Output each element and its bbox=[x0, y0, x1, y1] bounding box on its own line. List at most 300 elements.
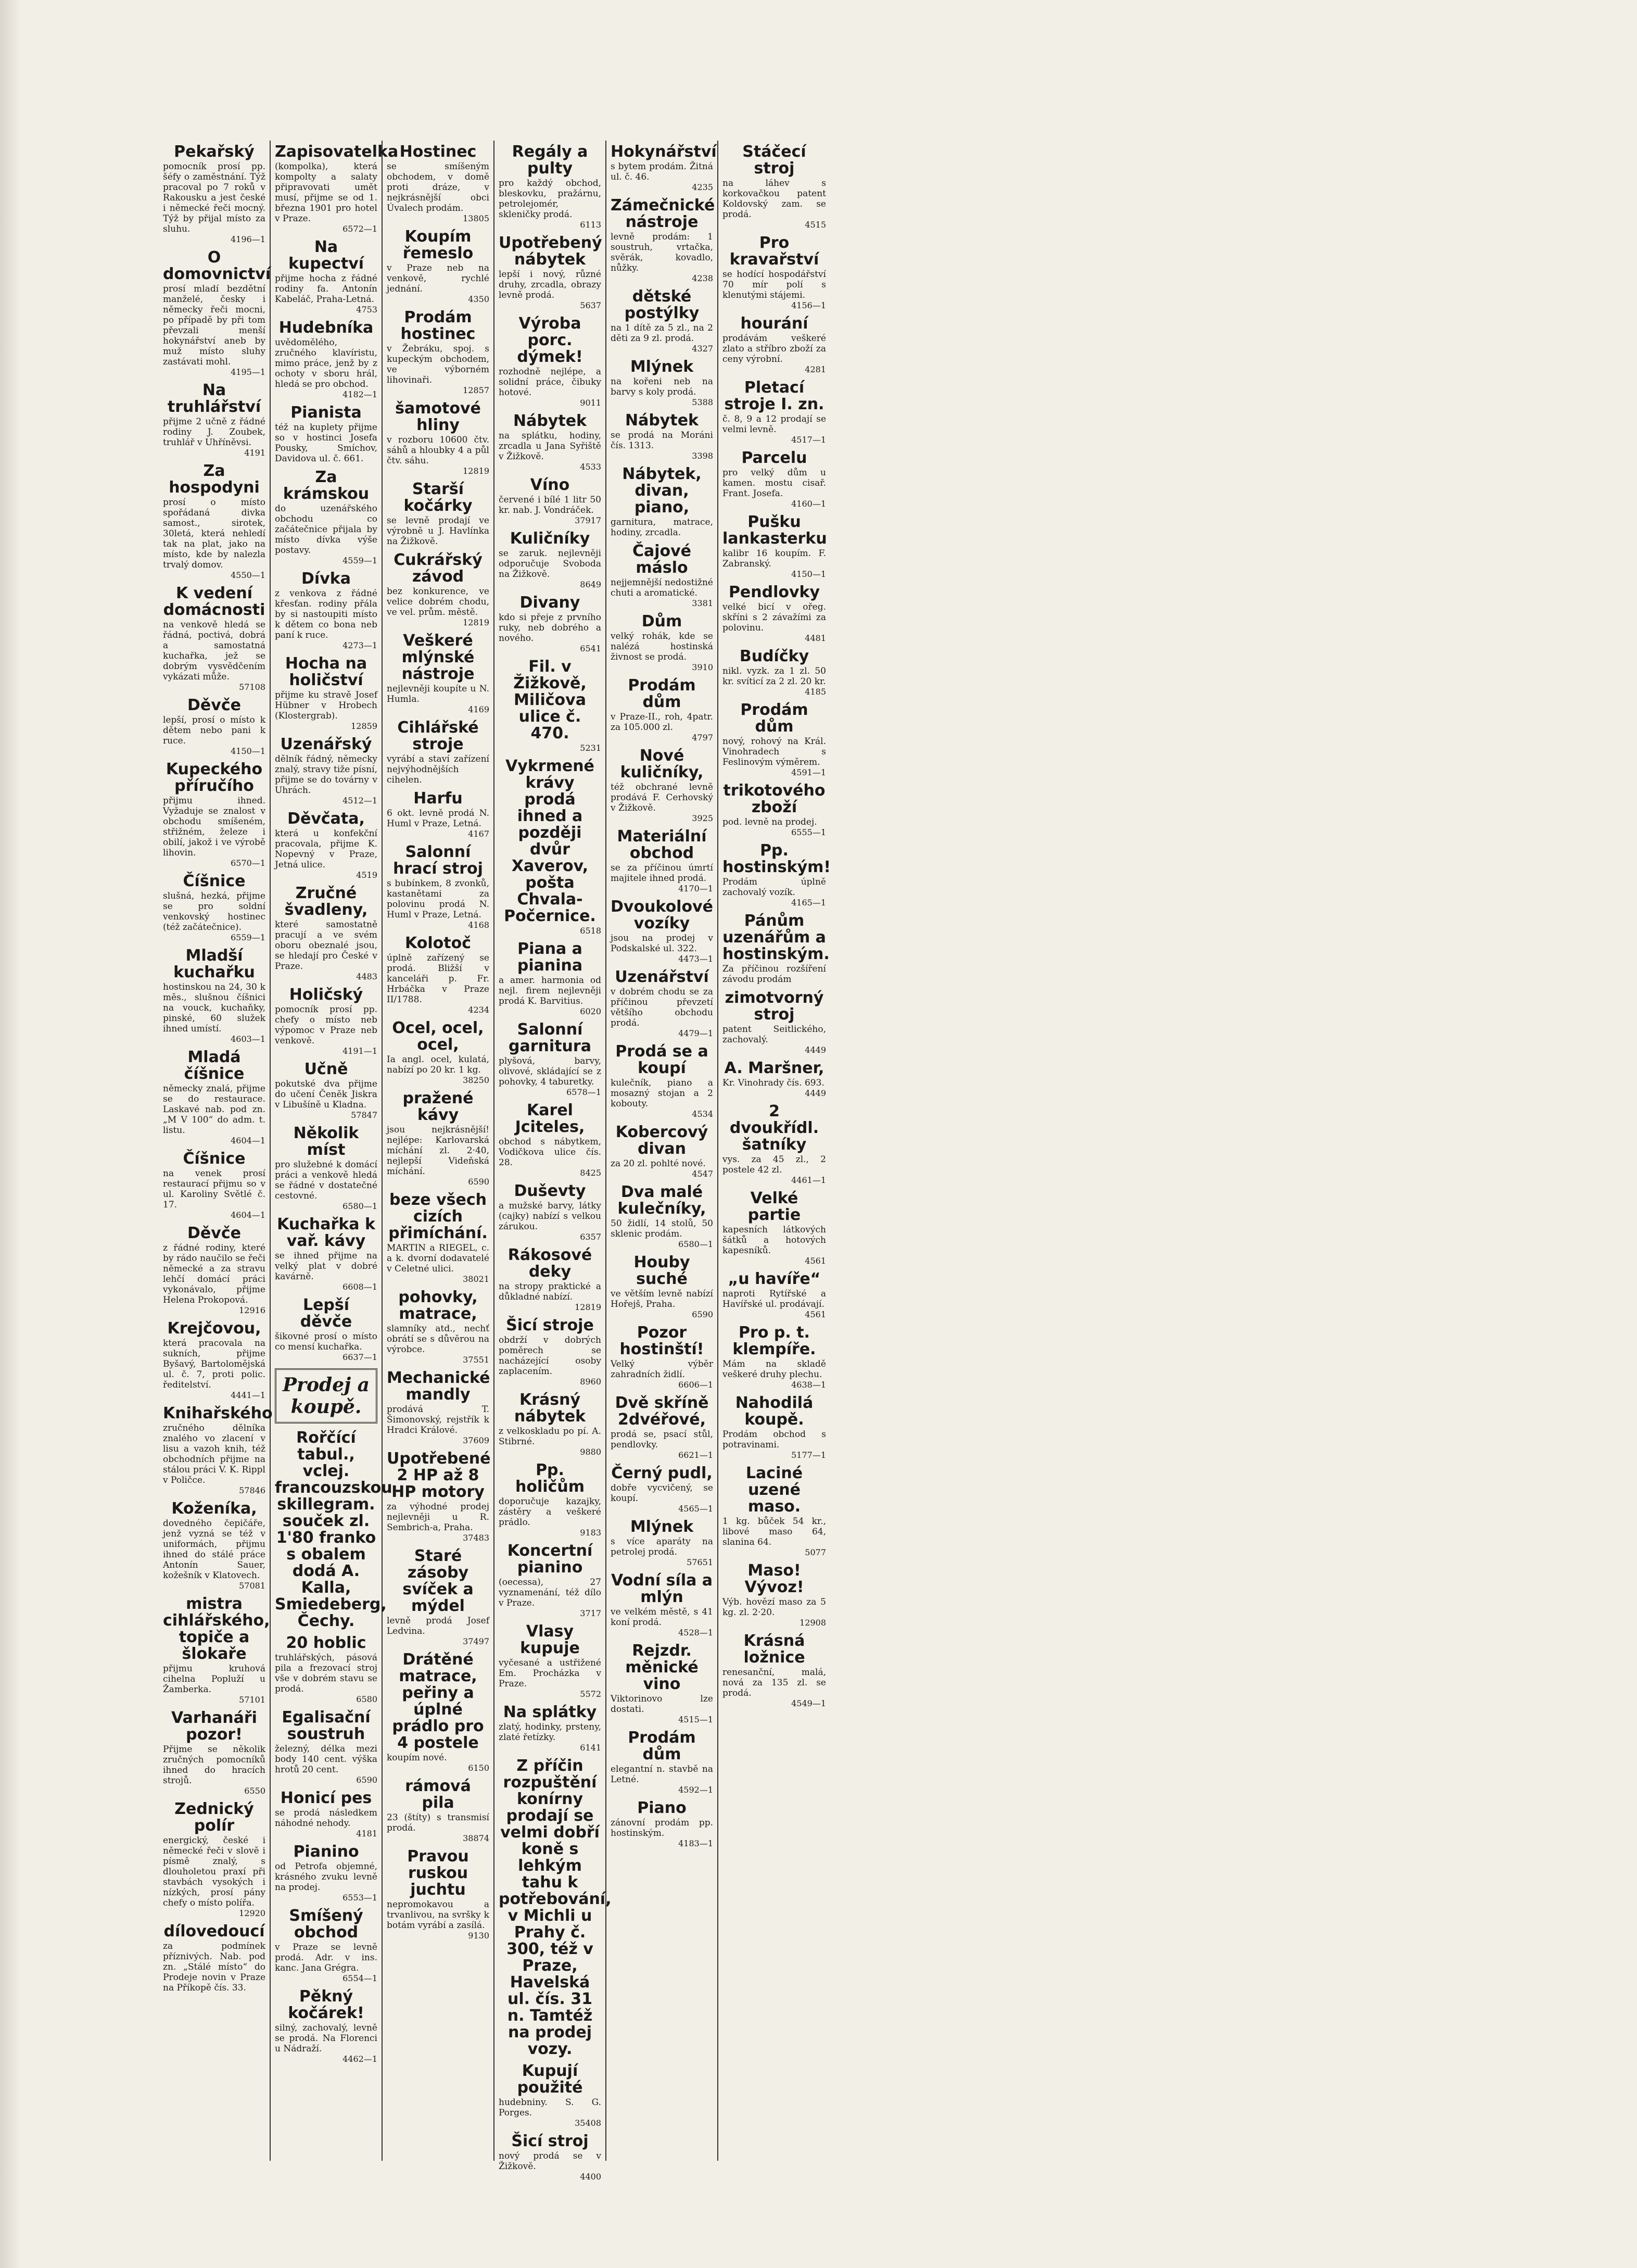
ad-text: rozhodně nejlépe, a solidní práce, čibuky hotové. bbox=[499, 367, 601, 398]
ad-text: obdrží v dobrých poměrech se nacházející osoby zaplacením. bbox=[499, 1335, 601, 1377]
ad-title: trikotového zboží bbox=[723, 782, 826, 816]
ad-text: dělník řádný, německy znalý, stravy tiže písní, přijme se do továrny v Uhrách. bbox=[275, 754, 377, 796]
ad-text: hostinskou na 24, 30 k měs., slušnou číšnici na vouck, kuchaňky, pinské, 60 služek ihned umístí. bbox=[163, 982, 265, 1034]
ad-title: Na truhlářství bbox=[167, 381, 261, 416]
ad-title: 2 dvoukřídl. šatníky bbox=[729, 1102, 819, 1154]
ad-reference-number: 4604—1 bbox=[231, 1136, 265, 1145]
ad-title: Piano bbox=[637, 1799, 687, 1817]
ad-title: Kupují použité bbox=[517, 2062, 583, 2097]
classified-ad bbox=[499, 1704, 601, 1753]
classified-ad bbox=[722, 841, 831, 908]
ad-title: Děvčata, bbox=[287, 810, 365, 828]
ad-title: Fil. v Žižkově, Miličova ulice č. 470. bbox=[513, 658, 587, 742]
ad-reference-number: 38874 bbox=[463, 1833, 489, 1843]
classified-ad bbox=[611, 613, 713, 672]
ad-reference-number: 4281 bbox=[805, 364, 826, 374]
ad-reference-number: 4462—1 bbox=[342, 2054, 377, 2064]
ad-title: Hostinec bbox=[399, 143, 477, 161]
ad-reference-number: 6590 bbox=[356, 1775, 377, 1785]
ad-text: na splátku, hodiny, zrcadla u Jana Syřiště v Žižkově. bbox=[499, 431, 601, 462]
ad-text: truhlářských, pásová pila a frezovací stroj vše v dobrém stavu se prodá. bbox=[275, 1653, 377, 1694]
classified-ad bbox=[163, 1923, 265, 1993]
ad-text: s více aparáty na petrolej prodá. bbox=[611, 1536, 713, 1557]
ad-reference-number: 4150—1 bbox=[231, 746, 265, 756]
ad-text: se hodící hospodářství 70 mír polí s klenutými stájemi. bbox=[722, 269, 826, 300]
ad-title: Víno bbox=[530, 476, 570, 494]
ad-reference-number: 4238 bbox=[692, 273, 713, 283]
ad-reference-number: 6580 bbox=[356, 1694, 377, 1704]
ad-title: „u havíře“ bbox=[728, 1270, 821, 1288]
classified-ad bbox=[387, 144, 489, 223]
ad-text: červené i bílé 1 litr 50 kr. nab. J. Vondráček. bbox=[499, 495, 601, 515]
ad-title: Rořčící tabul., vclej. francouzskou skillegram. souček zl. 1'80 franko s obalem dodá A. Kalla, Smiedeberg, Čechy. bbox=[275, 1429, 392, 1630]
ad-text: MARTIN a RIEGEL, c. a k. dvorní dodavatelé v Celetné ulici. bbox=[387, 1243, 489, 1274]
classified-ad bbox=[275, 811, 377, 880]
classified-ad bbox=[499, 1757, 612, 2058]
ad-reference-number: 4185 bbox=[805, 687, 826, 697]
ad-text: 50 židlí, 14 stolů, 50 sklenic prodám. bbox=[611, 1218, 713, 1239]
classified-ad bbox=[611, 1124, 713, 1179]
classified-ad bbox=[387, 1370, 489, 1445]
ad-column bbox=[159, 141, 271, 2161]
ad-title: Veškeré mlýnské nástroje bbox=[401, 632, 475, 683]
classified-ad bbox=[275, 1635, 377, 1704]
ad-text: přijme hocha z řádné rodiny fa. Antonín Kabeláč, Praha-Letná. bbox=[275, 273, 377, 305]
ad-reference-number: 4565—1 bbox=[678, 1504, 713, 1514]
ad-title: Dva malé kulečníky, bbox=[617, 1183, 706, 1218]
ad-reference-number: 57651 bbox=[687, 1557, 713, 1567]
classified-ad bbox=[387, 552, 489, 627]
ad-reference-number: 4519 bbox=[356, 870, 377, 880]
ad-title: Kolotoč bbox=[405, 934, 471, 952]
ad-title: Karel Jciteles, bbox=[515, 1101, 585, 1136]
classified-ad bbox=[611, 543, 713, 608]
ad-reference-number: 5388 bbox=[692, 397, 713, 407]
ad-title: Vlasy kupuje bbox=[520, 1622, 580, 1657]
ad-title: Dům bbox=[641, 612, 682, 631]
section-heading bbox=[275, 1368, 377, 1423]
classified-ad bbox=[499, 1102, 601, 1178]
ad-text: se prodá na Moráni čís. 1313. bbox=[611, 430, 713, 451]
page-edge-shadow bbox=[0, 0, 21, 2268]
ad-title: Drátěné matrace, peřiny a úplné prádlo pro 4 postele bbox=[392, 1650, 484, 1752]
ad-title: Číšnice bbox=[183, 1150, 246, 1168]
ad-reference-number: 12857 bbox=[463, 385, 489, 395]
classified-ad bbox=[275, 1125, 377, 1211]
ad-reference-number: 4235 bbox=[692, 182, 713, 192]
ad-text: šikovné prosí o místo co mensí kuchařka. bbox=[275, 1331, 377, 1352]
ad-title: Koženíka, bbox=[171, 1500, 257, 1518]
ad-reference-number: 12859 bbox=[351, 721, 377, 731]
ad-text: kapesních látkových šátků a hotových kapesníků. bbox=[722, 1225, 826, 1256]
ad-reference-number: 5637 bbox=[580, 300, 601, 310]
ad-text: a mužské barvy, látky (cajky) nabízí s velkou zárukou. bbox=[499, 1201, 601, 1232]
ad-title: Hokynářství bbox=[611, 143, 717, 161]
ad-text: obchod s nábytkem, Vodičkova ulice čís. 28. bbox=[499, 1137, 601, 1168]
ad-text: se levně prodají ve výrobně u J. Havlínka na Žižkově. bbox=[387, 515, 489, 547]
ad-title: dílovedoucí bbox=[163, 1922, 265, 1941]
ad-title: Vykrmené krávy prodá ihned a později dvůr Xaverov, pošta Chvala-Počernice. bbox=[504, 757, 596, 925]
ad-reference-number: 4561 bbox=[805, 1309, 826, 1319]
ad-title: Maso! Vývoz! bbox=[744, 1561, 804, 1596]
ad-title: Pravou ruskou juchtu bbox=[407, 1847, 469, 1899]
ad-title: hourání bbox=[740, 314, 808, 333]
classified-ad bbox=[163, 1801, 265, 1918]
ad-text: nejjemnější nedostižné chuti a aromatické. bbox=[611, 577, 713, 598]
ad-reference-number: 37497 bbox=[463, 1636, 489, 1646]
classified-ad bbox=[499, 1392, 601, 1457]
ad-reference-number: 6580—1 bbox=[678, 1239, 713, 1249]
ad-text: se zaruk. nejlevněji odporučuje Svoboda na Žižkově. bbox=[499, 548, 601, 579]
ad-text: Mám na skladě veškeré druhy plechu. bbox=[722, 1359, 826, 1380]
ad-reference-number: 6572—1 bbox=[342, 224, 377, 234]
ad-reference-number: 4191 bbox=[244, 448, 265, 458]
ad-title: Nahodilá koupě. bbox=[735, 1394, 814, 1429]
ad-reference-number: 9130 bbox=[468, 1931, 489, 1941]
ad-text: s bytem prodám. Žitná ul. č. 46. bbox=[611, 161, 713, 182]
classified-ad bbox=[722, 783, 826, 837]
ad-text: 1 kg. bůček 54 kr., libové maso 64, slanina 64. bbox=[722, 1516, 826, 1547]
ad-column bbox=[271, 141, 399, 2161]
ad-title: Šicí stroje bbox=[506, 1316, 594, 1334]
classified-ad bbox=[722, 1465, 826, 1557]
classified-ad bbox=[163, 1404, 273, 1495]
ad-title: Materiální obchod bbox=[617, 827, 707, 862]
ad-title: K vedení domácnosti bbox=[163, 584, 265, 619]
ad-text: v rozboru 10600 čtv. sáhů a hloubky 4 a půl čtv. sáhu. bbox=[387, 435, 489, 466]
ad-reference-number: 6150 bbox=[468, 1763, 489, 1773]
ad-reference-number: 4150—1 bbox=[791, 569, 826, 579]
ad-reference-number: 5231 bbox=[580, 743, 601, 753]
classified-ad bbox=[163, 761, 265, 868]
ad-reference-number: 9880 bbox=[580, 1447, 601, 1457]
classified-ad bbox=[275, 885, 377, 981]
ad-title: rámová pila bbox=[405, 1777, 471, 1812]
ad-text: se za příčinou úmrtí majitele ihned prodá. bbox=[611, 863, 713, 884]
ad-text: prosí o místo spořádaná divka samost., sirotek, 30letá, která nehledí tak na plat, jako na místo, kde by nalezla trvalý domov. bbox=[163, 497, 265, 570]
classified-ad bbox=[722, 1103, 826, 1185]
ad-reference-number: 6555—1 bbox=[791, 827, 826, 837]
ad-reference-number: 4533 bbox=[580, 462, 601, 472]
ad-title: Vodní síla a mlýn bbox=[611, 1571, 713, 1606]
classified-ad bbox=[611, 828, 713, 893]
ad-title: Pianista bbox=[290, 404, 362, 422]
ad-text: s bubínkem, 8 zvonků, kastanětami za polovinu prodá N. Huml v Praze, Letná. bbox=[387, 878, 489, 920]
ad-text: lepší, prosí o místo k dětem nebo pani k ruce. bbox=[163, 715, 265, 746]
classified-ad bbox=[722, 380, 826, 445]
ad-title: Rákosové deky bbox=[507, 1246, 592, 1281]
ad-reference-number: 3910 bbox=[692, 662, 713, 672]
ad-title: Duševty bbox=[514, 1182, 586, 1200]
ad-text: které samostatně pracují a ve svém oboru obeznalé jsou, se hledají pro České v Praze. bbox=[275, 919, 377, 972]
ad-text: energický, české i německé řeči v slově i písmě znalý, s dlouholetou praxí při stavbách vysokých i nízkých, prosí pány chefy o místo polířa. bbox=[163, 1835, 265, 1908]
ad-title: Krásný nábytek bbox=[514, 1391, 586, 1426]
ad-reference-number: 13805 bbox=[463, 213, 489, 223]
ad-title: Piana a pianina bbox=[517, 940, 583, 975]
ad-title: Pp. holičům bbox=[515, 1461, 585, 1496]
ad-text: ve velkém městě, s 41 koní prodá. bbox=[611, 1607, 713, 1628]
classified-ad bbox=[387, 1451, 489, 1543]
classified-ad bbox=[499, 595, 601, 653]
ad-title: Prodám dům bbox=[628, 676, 696, 711]
classified-ad bbox=[275, 320, 377, 399]
classified-ad bbox=[499, 531, 601, 589]
ad-title: Nové kuličníky, bbox=[620, 747, 704, 782]
ad-reference-number: 4165—1 bbox=[791, 898, 826, 908]
ad-reference-number: 4753 bbox=[356, 305, 377, 314]
ad-text: koupím nové. bbox=[387, 1753, 447, 1763]
ad-reference-number: 6570—1 bbox=[231, 858, 265, 868]
ad-reference-number: 4528—1 bbox=[678, 1628, 713, 1637]
ad-reference-number: 4479—1 bbox=[678, 1028, 713, 1038]
ad-title: Koncertní pianino bbox=[507, 1542, 593, 1577]
ad-title: Mladá číšnice bbox=[184, 1048, 245, 1083]
classified-ad bbox=[387, 720, 489, 785]
ad-title: Prodám dům bbox=[740, 701, 808, 736]
classified-ad bbox=[722, 1325, 826, 1390]
ad-text: nový prodá se v Žižkově. bbox=[499, 2151, 601, 2172]
ad-text: plyšová, barvy, olivové, skládající se z pohovky, 4 taburetky. bbox=[499, 1056, 601, 1087]
ad-title: pohovky, matrace, bbox=[398, 1288, 478, 1323]
ad-title: Rejzdr. měnické vino bbox=[625, 1642, 699, 1693]
classified-ad bbox=[722, 450, 826, 509]
ad-reference-number: 4517—1 bbox=[791, 435, 826, 445]
classified-ad bbox=[611, 748, 713, 823]
ad-title: Mladší kuchařku bbox=[173, 947, 255, 981]
classified-ad bbox=[499, 1462, 601, 1538]
ad-title: Holičský bbox=[289, 986, 363, 1004]
ad-reference-number: 6518 bbox=[580, 926, 601, 936]
ad-text: se prodá následkem náhodné nehody. bbox=[275, 1808, 377, 1829]
ad-title: Parcelu bbox=[741, 449, 807, 467]
ad-reference-number: 8649 bbox=[580, 579, 601, 589]
ad-text: též na kuplety přijme so v hostinci Josefa Pousky, Smíchov, Davidova ul. č. 661. bbox=[275, 422, 377, 464]
ad-title: 20 hoblic bbox=[286, 1634, 366, 1652]
ad-text: přijme 2 učně z řádné rodiny J. Zoubek, truhlář v Uhříněvsi. bbox=[163, 417, 265, 448]
ad-text: od Petrofa objemné, krásného zvuku levně na prodej. bbox=[275, 1861, 377, 1893]
ad-reference-number: 4156—1 bbox=[791, 300, 826, 310]
ad-text: přijmu ihned. Vyžaduje se znalost v obchodu smíšeném, střižném, železe i obilí, jakož i ve výrobě lihovin. bbox=[163, 796, 265, 858]
ad-title: Šicí stroj bbox=[511, 2132, 589, 2150]
classified-ad bbox=[275, 1216, 377, 1292]
ad-text: pomocník prosí pp. chefy o místo neb výpomoc v Praze neb venkově. bbox=[275, 1004, 377, 1046]
ad-title: Upotřebené 2 HP až 8 HP motory bbox=[387, 1450, 491, 1501]
ad-reference-number: 4604—1 bbox=[231, 1210, 265, 1220]
ad-text: se ihned přijme na velký plat v dobré kavárně. bbox=[275, 1251, 377, 1282]
ad-text: na venek prosí restaurací přijmu so v ul. Karoliny Světlé č. 17. bbox=[163, 1168, 265, 1210]
ad-text: z velkoskladu po pí. A. Stibrné. bbox=[499, 1426, 601, 1447]
ad-text: na kořeni neb na barvy s koly prodá. bbox=[611, 376, 713, 397]
classified-ad bbox=[275, 1061, 377, 1120]
ad-reference-number: 8425 bbox=[580, 1168, 601, 1178]
ad-text: pomocník prosí pp. šéfy o zaměstnání. Týž pracoval po 7 roků v Rakousku a jest české i německé řeči mocný. Týž by přijal místo za sluhu. bbox=[163, 161, 265, 234]
ad-text: 23 (štíty) s transmisí prodá. bbox=[387, 1812, 489, 1833]
classified-ad bbox=[611, 1395, 713, 1460]
ad-reference-number: 5572 bbox=[580, 1689, 601, 1699]
ad-text: úplně zařízený se prodá. Bližší v kanceláři p. Fr. Hrbáčka v Praze II/1788. bbox=[387, 953, 489, 1005]
classified-ad bbox=[499, 1543, 601, 1618]
classified-ad bbox=[611, 288, 713, 354]
ad-title: Za hospodyni bbox=[169, 462, 260, 497]
classified-ad bbox=[275, 571, 377, 650]
classified-ad bbox=[275, 736, 377, 805]
classified-ad bbox=[163, 248, 271, 377]
ad-title: Regály a pulty bbox=[512, 143, 588, 178]
classified-ad bbox=[275, 405, 377, 464]
ad-text: dobře vycvičený, se koupí. bbox=[611, 1483, 713, 1504]
classified-ad bbox=[499, 941, 601, 1016]
ad-reference-number: 37917 bbox=[575, 515, 601, 525]
ad-reference-number: 37609 bbox=[463, 1435, 489, 1445]
classified-ad bbox=[275, 1988, 377, 2064]
ad-reference-number: 6637—1 bbox=[342, 1352, 377, 1362]
ad-text: železný, délka mezi body 140 cent. výška hrotů 20 cent. bbox=[275, 1744, 377, 1775]
classified-ad bbox=[275, 469, 377, 565]
ad-text: dovedného čepičáře, jenž vyzná se též v uniformách, přijmu ihned do stálé práce Antonín Sauer, kožešník v Klatovech. bbox=[163, 1518, 265, 1581]
classified-ad bbox=[387, 400, 489, 476]
classified-ad bbox=[722, 1190, 826, 1266]
ad-title: Kobercový divan bbox=[615, 1123, 708, 1158]
classified-ad bbox=[722, 1633, 826, 1708]
classified-ad bbox=[499, 659, 601, 753]
ad-reference-number: 6580—1 bbox=[342, 1201, 377, 1211]
ad-reference-number: 12819 bbox=[575, 1302, 601, 1312]
ad-text: naproti Rytířské a Havířské ul. prodávají. bbox=[722, 1289, 826, 1309]
ad-title: Velké partie bbox=[747, 1189, 801, 1224]
ad-title: Smíšený obchod bbox=[289, 1907, 363, 1942]
ad-text: na stropy praktické a důkladné nabízí. bbox=[499, 1281, 601, 1302]
ad-text: v Praze se levně prodá. Adr. v ins. kanc. Jana Grégra. bbox=[275, 1942, 377, 1973]
ad-text: prodá se, psací stůl, pendlovky. bbox=[611, 1429, 713, 1450]
classified-ad bbox=[499, 2063, 601, 2128]
ad-title: Několik míst bbox=[293, 1124, 359, 1159]
ad-title: Černý pudl, bbox=[611, 1464, 713, 1482]
ad-column bbox=[606, 141, 718, 2161]
ad-text: prosí mladí bezdětní manželé, česky i německy řeči mocni, po případě by při tom převzali menší hokynářství aneb by muž místo sluhy zastávati mohl. bbox=[163, 284, 265, 367]
ad-title: Učně bbox=[304, 1060, 348, 1078]
ad-text: renesanční, malá, nová za 135 zl. se prodá. bbox=[722, 1667, 826, 1698]
ad-text: z venkova z řádné křesťan. rodiny přála by si nastoupiti místo k dětem co bona neb paní k ruce. bbox=[275, 588, 377, 640]
classified-ad bbox=[387, 481, 489, 547]
classified-ad bbox=[275, 987, 377, 1056]
ad-reference-number: 6590 bbox=[692, 1309, 713, 1319]
ad-reference-number: 4797 bbox=[692, 733, 713, 742]
ad-reference-number: 38250 bbox=[463, 1075, 489, 1085]
classified-ad bbox=[499, 1317, 601, 1387]
classified-ad bbox=[387, 1848, 489, 1941]
ad-title: Krejčovou, bbox=[167, 1319, 261, 1338]
ad-title: Lepší děvče bbox=[300, 1296, 352, 1331]
classified-ad bbox=[722, 702, 826, 777]
ad-reference-number: 4234 bbox=[468, 1005, 489, 1015]
ad-text: zlatý, hodinky, prsteny, zlaté řetízky. bbox=[499, 1722, 601, 1743]
ad-reference-number: 4160—1 bbox=[791, 499, 826, 509]
classified-ad bbox=[163, 144, 265, 244]
ad-title: Cihlářské stroje bbox=[397, 719, 479, 753]
classified-ad bbox=[611, 677, 713, 742]
ad-reference-number: 4481 bbox=[805, 633, 826, 643]
ad-reference-number: 6554—1 bbox=[342, 1973, 377, 1983]
ad-reference-number: 4327 bbox=[692, 344, 713, 354]
ad-title: Děvče bbox=[187, 696, 241, 714]
ad-text: (oecessa), 27 vyznamenání, též dílo v Praze. bbox=[499, 1577, 601, 1608]
ad-reference-number: 4350 bbox=[468, 294, 489, 304]
classified-ad bbox=[722, 990, 826, 1055]
classified-ad bbox=[163, 1049, 265, 1145]
ad-reference-number: 4181 bbox=[356, 1829, 377, 1838]
ad-title: Stáčecí stroj bbox=[742, 143, 806, 178]
classified-ad bbox=[499, 413, 601, 472]
ad-reference-number: 6141 bbox=[580, 1743, 601, 1753]
ad-reference-number: 4273—1 bbox=[342, 640, 377, 650]
ad-text: č. 8, 9 a 12 prodají se velmi levně. bbox=[722, 414, 826, 435]
classified-ad bbox=[611, 1043, 713, 1119]
ad-reference-number: 4591—1 bbox=[791, 767, 826, 777]
ad-title: Staré zásoby svíček a mýdel bbox=[402, 1547, 474, 1615]
ad-text: 6 okt. levně prodá N. Huml v Praze, Letná. bbox=[387, 808, 489, 829]
ad-title: O domovnictví bbox=[163, 248, 271, 283]
classified-ad bbox=[275, 656, 377, 731]
ad-reference-number: 12908 bbox=[800, 1618, 826, 1628]
classified-ad bbox=[163, 1595, 270, 1705]
ad-title: Krásná ložnice bbox=[743, 1632, 805, 1667]
ad-reference-number: 6559—1 bbox=[231, 933, 265, 942]
ad-text: doporučuje kazajky, zástěry a veškeré prádlo. bbox=[499, 1496, 601, 1528]
ad-text: prodávám veškeré zlato a stříbro zboží za ceny výrobní. bbox=[722, 333, 826, 364]
ad-text: Kr. Vinohrady čís. 693. bbox=[722, 1078, 824, 1088]
ad-title: Koupím řemeslo bbox=[402, 228, 474, 262]
classified-ad bbox=[611, 197, 713, 283]
ad-text: (kompolka), která kompolty a salaty připravovati umět musí, přijme se od 1. března 1901 pro hotel v Praze. bbox=[275, 161, 377, 224]
ad-text: pokutské dva přijme do učení Čeněk Jiskra v Libušíně u Kladna. bbox=[275, 1079, 377, 1110]
classified-ad bbox=[163, 1501, 265, 1591]
ad-text: Přijme se několik zručných pomocníků ihned do hracích strojů. bbox=[163, 1744, 265, 1786]
ad-text: v Praze neb na venkově, rychlé jednání. bbox=[387, 263, 489, 294]
ad-title: Kuličníky bbox=[510, 530, 590, 548]
classified-ad bbox=[275, 239, 377, 314]
ad-text: přijme ku stravě Josef Hübner v Hrobech (Klostergrab). bbox=[275, 690, 377, 721]
classified-ad bbox=[387, 1090, 489, 1187]
classified-ad bbox=[499, 2133, 601, 2182]
ad-text: ve větším levně nabízí Hořejš, Praha. bbox=[611, 1289, 713, 1309]
ad-text: jsou nejkrásnější! nejlépe: Karlovarská míchání zl. 2·40, nejlepší Videňská míchání. bbox=[387, 1125, 489, 1177]
ad-text: nový, rohový na Král. Vinohradech s Feslinovým výměrem. bbox=[722, 736, 826, 767]
ad-text: nejlevněji koupíte u N. Humla. bbox=[387, 684, 489, 704]
ad-text: silný, zachovalý, levně se prodá. Na Florenci u Nádraží. bbox=[275, 2023, 377, 2054]
classified-ad bbox=[499, 235, 601, 310]
ad-title: Na splátky bbox=[503, 1703, 597, 1721]
ad-title: Mlýnek bbox=[630, 358, 694, 376]
ad-reference-number: 57846 bbox=[239, 1485, 265, 1495]
ad-text: zánovní prodám pp. hostinským. bbox=[611, 1818, 713, 1838]
ad-title: Nábytek, divan, piano, bbox=[622, 465, 702, 516]
classified-ad bbox=[611, 1730, 713, 1795]
ad-text: Prodám úplně zachovalý vozík. bbox=[722, 877, 826, 898]
ad-title: Pozor hostinští! bbox=[619, 1324, 704, 1358]
ad-reference-number: 4169 bbox=[468, 704, 489, 714]
classified-ad bbox=[387, 1548, 489, 1646]
ad-title: Zručné švadleny, bbox=[284, 884, 368, 919]
ad-reference-number: 3925 bbox=[692, 813, 713, 823]
ad-text: pod. levně na prodej. bbox=[722, 817, 817, 827]
classified-ad bbox=[611, 466, 713, 538]
classified-ad bbox=[611, 969, 713, 1038]
ad-reference-number: 4196—1 bbox=[231, 234, 265, 244]
ad-reference-number: 9011 bbox=[580, 398, 601, 408]
classified-ad bbox=[611, 1519, 713, 1567]
ad-title: Dívka bbox=[301, 570, 351, 588]
ad-text: bez konkurence, ve velice dobrém chodu, ve vel. prům. městě. bbox=[387, 586, 489, 618]
